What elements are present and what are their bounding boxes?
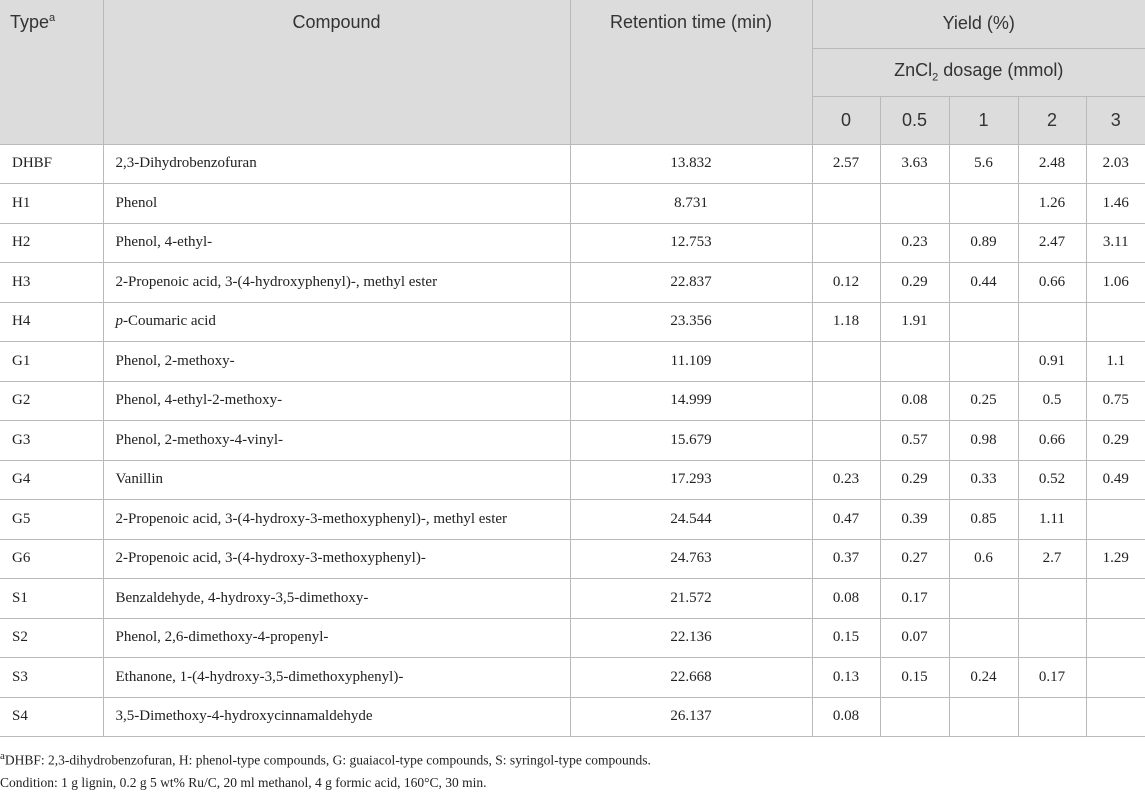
cell-yield: 2.47 [1018,223,1086,263]
table-row [0,697,1145,737]
cell-type: G2 [0,381,103,421]
cell-yield: 0.29 [880,263,949,303]
cell-retention-time: 24.763 [570,539,812,579]
cell-yield: 0.17 [1018,658,1086,698]
cell-yield: 0.08 [812,579,880,619]
cell-type: G1 [0,342,103,382]
cell-yield: 1.91 [880,302,949,342]
cell-yield: 0.98 [949,421,1018,461]
cell-type: S1 [0,579,103,619]
table-row [0,263,1145,303]
cell-yield [880,697,949,737]
cell-yield [812,184,880,224]
cell-yield: 0.49 [1086,460,1145,500]
cell-yield: 0.08 [880,381,949,421]
cell-yield: 1.29 [1086,539,1145,579]
table-row [0,500,1145,540]
compound-name: 2-Propenoic acid, 3-(4-hydroxy-3-methoxyphenyl)-, methyl ester [115,510,508,527]
cell-type: H4 [0,302,103,342]
cell-yield: 1.1 [1086,342,1145,382]
cell-retention-time: 23.356 [570,302,812,342]
table-body [0,144,1145,737]
compound-name: Phenol, 4-ethyl-2-methoxy- [115,392,283,409]
cell-type: G3 [0,421,103,461]
cell-type: G5 [0,500,103,540]
table-row [0,460,1145,500]
table-row [0,144,1145,184]
cell-compound [103,144,570,184]
cell-yield: 0.27 [880,539,949,579]
footnotes [0,737,1145,794]
cell-yield: 1.18 [812,302,880,342]
cell-yield: 0.37 [812,539,880,579]
header-dosage-1: 1 [949,96,1018,144]
cell-yield: 2.03 [1086,144,1145,184]
header-yield: Yield (%) [812,0,1145,48]
cell-yield: 0.91 [1018,342,1086,382]
cell-yield: 0.29 [880,460,949,500]
cell-yield [1086,697,1145,737]
compound-name: 2-Propenoic acid, 3-(4-hydroxy-3-methoxyphenyl)- [115,550,426,567]
cell-retention-time: 24.544 [570,500,812,540]
cell-yield: 0.57 [880,421,949,461]
cell-type: G6 [0,539,103,579]
cell-yield [949,302,1018,342]
cell-yield [949,342,1018,382]
compound-name: Phenol [115,194,158,211]
cell-type: H2 [0,223,103,263]
cell-yield: 2.57 [812,144,880,184]
table-row [0,381,1145,421]
cell-yield [1018,579,1086,619]
cell-yield: 0.75 [1086,381,1145,421]
cell-compound [103,460,570,500]
cell-yield: 0.15 [812,618,880,658]
cell-yield [880,184,949,224]
compound-name: 2-Propenoic acid, 3-(4-hydroxyphenyl)-, methyl ester [115,273,438,290]
cell-compound [103,697,570,737]
header-type: Type$^a$ [0,0,103,144]
cell-yield: 0.25 [949,381,1018,421]
compound-name: Benzaldehyde, 4-hydroxy-3,5-dimethoxy- [115,589,369,606]
cell-retention-time: 22.668 [570,658,812,698]
cell-yield [949,618,1018,658]
cell-yield: 0.66 [1018,421,1086,461]
cell-yield [1086,579,1145,619]
cell-type: H3 [0,263,103,303]
cell-yield: 0.17 [880,579,949,619]
cell-type: S4 [0,697,103,737]
cell-type: S2 [0,618,103,658]
cell-yield [949,697,1018,737]
header-compound: Compound [103,0,570,144]
cell-yield: 0.24 [949,658,1018,698]
cell-yield [812,342,880,382]
compound-prefix: p [115,313,123,330]
cell-retention-time: 15.679 [570,421,812,461]
header-dosage-0: 0 [812,96,880,144]
cell-yield [1018,618,1086,658]
cell-compound [103,421,570,461]
cell-retention-time: 12.753 [570,223,812,263]
cell-yield: 0.07 [880,618,949,658]
cell-yield: 0.15 [880,658,949,698]
table-row [0,223,1145,263]
cell-yield [1018,302,1086,342]
cell-yield: 0.23 [880,223,949,263]
cell-yield [812,421,880,461]
cell-yield: 0.39 [880,500,949,540]
cell-yield [880,342,949,382]
compound-name: Phenol, 2-methoxy-4-vinyl- [115,431,283,448]
cell-type: DHBF [0,144,103,184]
cell-yield [1086,618,1145,658]
table-row [0,342,1145,382]
cell-type: G4 [0,460,103,500]
cell-yield: 0.08 [812,697,880,737]
cell-yield [1086,500,1145,540]
cell-compound [103,184,570,224]
cell-yield: 0.12 [812,263,880,303]
cell-retention-time: 21.572 [570,579,812,619]
compound-name: Phenol, 4-ethyl- [115,234,213,251]
cell-yield: 3.63 [880,144,949,184]
compound-name: Vanillin [115,471,163,488]
cell-yield: 5.6 [949,144,1018,184]
header-zncl2-dosage: ZnCl$_2$ dosage (mmol) [812,48,1145,96]
cell-retention-time: 26.137 [570,697,812,737]
cell-yield [1018,697,1086,737]
cell-yield: 0.6 [949,539,1018,579]
table-row [0,658,1145,698]
table-row [0,184,1145,224]
cell-yield: 1.26 [1018,184,1086,224]
cell-compound [103,302,570,342]
cell-retention-time: 22.837 [570,263,812,303]
header-dosage-3: 3 [1086,96,1145,144]
cell-compound [103,263,570,303]
cell-yield [1086,658,1145,698]
cell-yield: 1.06 [1086,263,1145,303]
cell-type: H1 [0,184,103,224]
cell-yield: 0.33 [949,460,1018,500]
cell-compound [103,381,570,421]
cell-retention-time: 13.832 [570,144,812,184]
cell-yield: 3.11 [1086,223,1145,263]
cell-yield: 0.44 [949,263,1018,303]
compound-name: Phenol, 2-methoxy- [115,352,235,369]
cell-yield: 0.29 [1086,421,1145,461]
cell-yield [949,184,1018,224]
cell-yield: 2.48 [1018,144,1086,184]
footnote-types: $^a$DHBF: 2,3-dihydrobenzofuran, H: phenol-type compounds, G: guaiacol-type compounds, S: syringol-type compounds. [0,750,651,768]
header-dosage-0.5: 0.5 [880,96,949,144]
table-row [0,618,1145,658]
cell-compound [103,342,570,382]
cell-yield [1086,302,1145,342]
cell-yield: 0.66 [1018,263,1086,303]
header-dosage-2: 2 [1018,96,1086,144]
compound-name: 3,5-Dimethoxy-4-hydroxycinnamaldehyde [115,708,373,725]
cell-yield: 1.11 [1018,500,1086,540]
table-row [0,421,1145,461]
cell-yield: 0.52 [1018,460,1086,500]
cell-yield [812,381,880,421]
cell-retention-time: 11.109 [570,342,812,382]
cell-yield: 0.89 [949,223,1018,263]
table-row [0,579,1145,619]
cell-compound [103,500,570,540]
compound-name: Phenol, 2,6-dimethoxy-4-propenyl- [115,629,329,646]
cell-yield: 0.23 [812,460,880,500]
cell-yield: 0.85 [949,500,1018,540]
cell-yield: 0.5 [1018,381,1086,421]
cell-yield: 1.46 [1086,184,1145,224]
header-retention-time: Retention time (min) [570,0,812,144]
cell-compound [103,658,570,698]
table-row [0,302,1145,342]
cell-retention-time: 17.293 [570,460,812,500]
cell-type: S3 [0,658,103,698]
cell-yield: 2.7 [1018,539,1086,579]
table-row [0,539,1145,579]
cell-yield [812,223,880,263]
compound-name: 2,3-Dihydrobenzofuran [115,155,257,172]
cell-retention-time: 22.136 [570,618,812,658]
cell-compound [103,579,570,619]
cell-yield: 0.47 [812,500,880,540]
cell-retention-time: 8.731 [570,184,812,224]
cell-yield [949,579,1018,619]
cell-yield: 0.13 [812,658,880,698]
cell-retention-time: 14.999 [570,381,812,421]
footnote-condition: Condition: 1 g lignin, 0.2 g 5 wt% Ru/C, 20 ml methanol, 4 g formic acid, 160°C, 30 min. [0,774,487,790]
cell-compound [103,618,570,658]
compound-name: -Coumaric acid [123,313,216,330]
compound-name: Ethanone, 1-(4-hydroxy-3,5-dimethoxyphenyl)- [115,668,404,685]
cell-compound [103,539,570,579]
cell-compound [103,223,570,263]
